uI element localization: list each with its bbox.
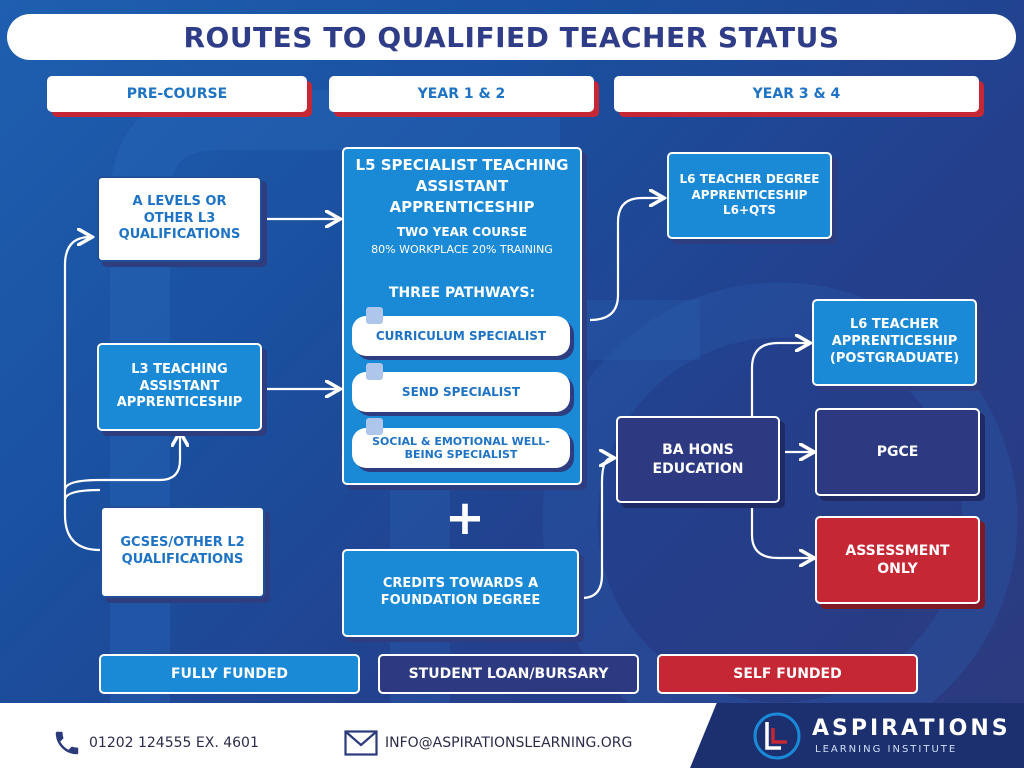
legend-student-loan: STUDENT LOAN/BURSARY [378, 654, 639, 694]
arrow-l5-to-l6-degree [590, 198, 662, 320]
page-title: ROUTES TO QUALIFIED TEACHER STATUS [7, 14, 1016, 60]
logo-subtitle: LEARNING INSTITUTE [815, 744, 958, 755]
l5-split: 80% WORKPLACE 20% TRAINING [371, 243, 553, 256]
pathway-social-emotional: SOCIAL & EMOTIONAL WELL-BEING SPECIALIST [352, 428, 570, 468]
header-pre-course: PRE-COURSE [47, 76, 307, 112]
legend-self-funded: SELF FUNDED [657, 654, 918, 694]
box-a-levels: A LEVELS OR OTHER L3 QUALIFICATIONS [97, 176, 262, 262]
box-pgce: PGCE [815, 408, 980, 496]
pathway-curriculum: CURRICULUM SPECIALIST [352, 316, 570, 356]
box-gcses: GCSES/OTHER L2 QUALIFICATIONS [100, 506, 265, 598]
aspirations-logo-icon [751, 710, 803, 762]
footer-phone[interactable]: 01202 124555 EX. 4601 [89, 735, 259, 751]
arrow-ba-to-assessment [752, 500, 812, 558]
l5-title: L5 SPECIALIST TEACHING ASSISTANT APPRENTICESHIP [355, 156, 569, 216]
plus-icon: + [444, 490, 486, 546]
arrow-gcses-to-a-levels [65, 237, 100, 550]
header-year-3-4: YEAR 3 & 4 [614, 76, 979, 112]
box-l6-teacher-degree: L6 TEACHER DEGREE APPRENTICESHIP L6+QTS [667, 152, 832, 239]
header-year-1-2: YEAR 1 & 2 [329, 76, 594, 112]
logo-name: ASPIRATIONS [812, 716, 1011, 741]
checkbox-icon [366, 307, 383, 324]
arrow-ba-to-l6-postgrad [752, 343, 808, 416]
box-assessment-only: ASSESSMENT ONLY [815, 516, 980, 604]
pathways-heading: THREE PATHWAYS: [388, 285, 536, 301]
checkbox-icon [366, 363, 383, 380]
arrow-gcses-to-l3ta [65, 434, 180, 500]
footer-email[interactable]: INFO@ASPIRATIONSLEARNING.ORG [385, 735, 633, 751]
l5-subtitle: TWO YEAR COURSE [396, 225, 528, 239]
pathway-send: SEND SPECIALIST [352, 372, 570, 412]
legend-fully-funded: FULLY FUNDED [99, 654, 360, 694]
phone-icon [52, 728, 82, 758]
box-l6-postgraduate: L6 TEACHER APPRENTICESHIP (POSTGRADUATE) [812, 299, 977, 386]
arrow-credits-to-ba [582, 458, 612, 598]
envelope-icon [344, 730, 378, 756]
box-ba-hons: BA HONS EDUCATION [616, 416, 780, 503]
box-l3-teaching-assistant: L3 TEACHING ASSISTANT APPRENTICESHIP [97, 343, 262, 431]
box-l5-specialist-ta [342, 147, 582, 485]
checkbox-icon [366, 418, 383, 435]
box-credits-foundation: CREDITS TOWARDS A FOUNDATION DEGREE [342, 549, 579, 637]
